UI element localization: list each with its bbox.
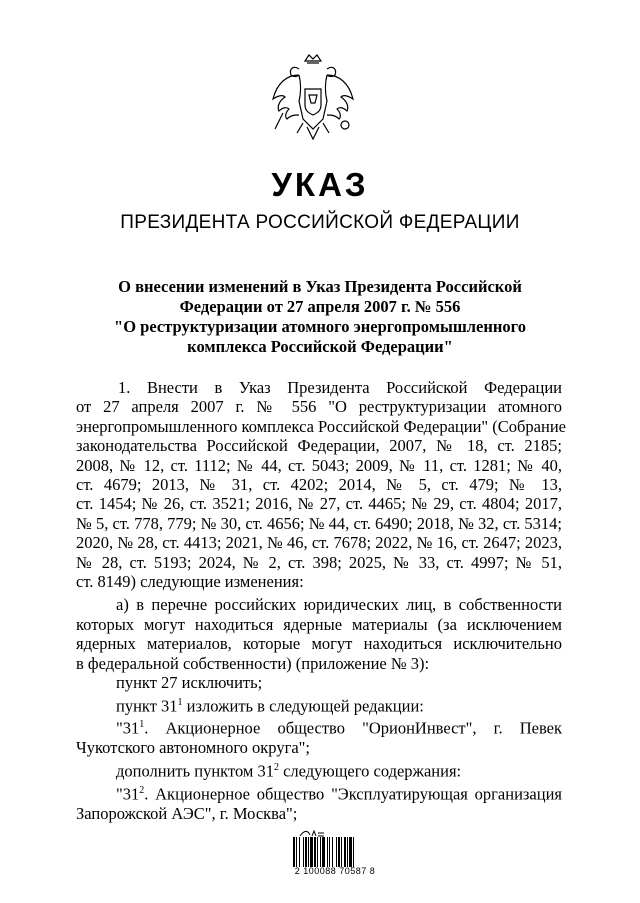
barcode-bar xyxy=(314,837,316,867)
item-a-line: ядерных материалов, которые могут находиться исключительно xyxy=(76,634,562,654)
barcode-bar xyxy=(320,837,321,867)
barcode-bar xyxy=(305,837,307,867)
document-title: УКАЗ xyxy=(271,166,369,203)
paragraph-line: 2008, № 12, ст. 1112; № 44, ст. 5043; 2009, № 11, ст. 1281; № 40, xyxy=(76,455,562,475)
heading-line: "О реструктуризации атомного энергопромышленного xyxy=(114,317,526,336)
heading-line: комплекса Российской Федерации" xyxy=(187,337,453,356)
quote-31-1-line: Чукотского автономного округа"; xyxy=(76,738,311,758)
paragraph-line: 2020, № 28, ст. 4413; 2021, № 46, ст. 7678; 2022, № 16, ст. 2647; 2023, xyxy=(76,533,562,553)
paragraph-line: ст. 8149) следующие изменения: xyxy=(76,572,304,592)
document-body xyxy=(76,378,566,823)
barcode-bar xyxy=(322,837,325,867)
paragraph-line: ст. 1454; № 26, ст. 3521; 2016, № 27, ст. 4465; № 29, ст. 4804; 2017, xyxy=(76,494,562,514)
paragraph-line: законодательства Российской Федерации, 2007, № 18, ст. 2185; xyxy=(76,436,562,456)
item-a-line: которых могут находиться ядерные материалы (за исключением xyxy=(76,614,562,634)
barcode-bar xyxy=(332,837,333,867)
barcode-bar xyxy=(327,837,328,867)
barcode-bar xyxy=(329,837,330,867)
barcode-number: 2 100088 70587 8 xyxy=(294,866,376,876)
document-issuer: ПРЕЗИДЕНТА РОССИЙСКОЙ ФЕДЕРАЦИИ xyxy=(120,212,520,233)
barcode xyxy=(293,837,377,867)
paragraph-line: № 28, ст. 5193; 2024, № 2, ст. 398; 2025, № 33, ст. 4997; № 51, xyxy=(76,552,562,572)
item-a-line: а) в перечне российских юридических лиц, в собственности xyxy=(116,595,562,615)
barcode-bar xyxy=(347,837,348,867)
paragraph-line: 1. Внести в Указ Президента Российской Федерации xyxy=(118,378,562,397)
add-point-line: дополнить пунктом $31^2$ следующего содержания: xyxy=(116,761,462,781)
barcode-bar xyxy=(353,837,354,867)
barcode-bar xyxy=(293,837,295,867)
item-a-line: в федеральной собственности) (приложение № 3): xyxy=(76,653,430,673)
paragraph-line: энергопромышленного комплекса Российской Федерации" (Собрание xyxy=(76,416,566,436)
barcode-bar xyxy=(338,837,340,867)
point-27-line: пункт 27 исключить; xyxy=(116,673,263,693)
quote-31-1-line: "$31^1$. Акционерное общество "ОрионИнвест", г. Певек xyxy=(116,718,562,738)
barcode-bar xyxy=(317,837,318,867)
barcode-bar xyxy=(310,837,313,867)
barcode-bar xyxy=(308,837,309,867)
barcode-bar xyxy=(341,837,342,867)
barcode-bar xyxy=(303,837,304,867)
barcode-bar xyxy=(344,837,346,867)
barcode-bar xyxy=(349,837,352,867)
heading-line: Федерации от 27 апреля 2007 г. № 556 xyxy=(179,297,461,316)
point-31-1-line: пункт $31^1$ изложить в следующей редакции: xyxy=(116,696,424,715)
barcode-bar xyxy=(336,837,337,867)
document-heading xyxy=(80,277,560,357)
paragraph-line: № 5, ст. 778, 779; № 30, ст. 4656; № 44, ст. 6490; 2018, № 32, ст. 5314; xyxy=(76,513,562,533)
coat-of-arms-emblem xyxy=(269,53,357,143)
quote-31-2-line: "$31^2$. Акционерное общество "Эксплуатирующая организация xyxy=(116,784,562,804)
barcode-bar xyxy=(296,837,297,867)
quote-31-2-line: Запорожской АЭС", г. Москва"; xyxy=(76,803,298,823)
paragraph-line: от 27 апреля 2007 г. № 556 "О реструктуризации атомного xyxy=(76,397,562,417)
barcode-bar xyxy=(299,837,300,867)
heading-line: О внесении изменений в Указ Президента Российской xyxy=(118,277,522,296)
paragraph-line: ст. 4679; 2013, № 31, ст. 4202; 2014, № 5, ст. 479; № 13, xyxy=(76,475,562,495)
